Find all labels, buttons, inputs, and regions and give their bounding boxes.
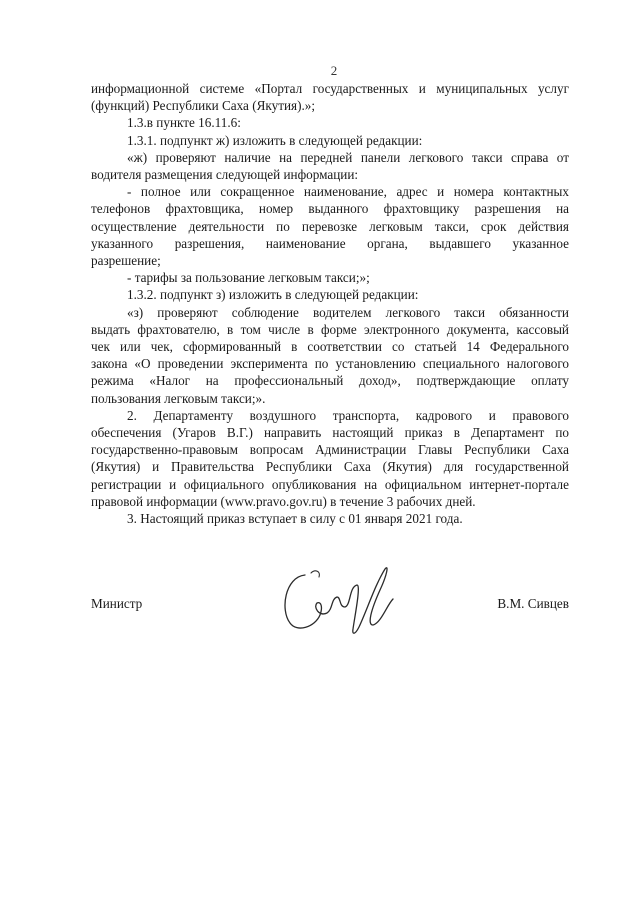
paragraph-line: 2. Департаменту воздушного транспорта, кадрового и правового bbox=[127, 407, 569, 423]
page-number: 2 bbox=[330, 63, 338, 78]
document-body bbox=[91, 80, 569, 527]
paragraph-line: регистрации и официального опубликования на официальном интернет-портале bbox=[91, 476, 569, 492]
paragraph-line: закона «О проведении эксперимента по установлению специального налогового bbox=[91, 356, 569, 372]
paragraph bbox=[91, 132, 569, 149]
paragraph-line: обеспечения (Угаров В.Г.) направить настоящий приказ в Департамент по bbox=[91, 425, 569, 441]
signatory-title: Министр bbox=[91, 596, 143, 611]
paragraph-line: осуществление деятельности по перевозке легковым такси, срок действия bbox=[91, 218, 569, 234]
paragraph bbox=[91, 286, 569, 303]
paragraph-line: «з) проверяют соблюдение водителем легкового такси обязанности bbox=[127, 304, 569, 320]
paragraph-line: водителя размещения следующей информации: bbox=[91, 167, 359, 183]
paragraph-line: 1.3.в пункте 16.11.6: bbox=[127, 115, 241, 131]
paragraph-line: информационной системе «Портал государственных и муниципальных услуг bbox=[91, 81, 569, 96]
paragraph bbox=[91, 304, 569, 407]
paragraph-line: (функций) Республики Саха (Якутия).»; bbox=[91, 98, 316, 114]
paragraph bbox=[91, 114, 569, 131]
paragraph bbox=[91, 149, 569, 183]
paragraph-line: 3. Настоящий приказ вступает в силу с 01 января 2021 года. bbox=[127, 511, 463, 527]
paragraph-line: телефонов фрахтовщика, номер выданного фрахтовщику разрешения на bbox=[91, 201, 569, 217]
paragraph bbox=[91, 407, 569, 510]
paragraph-line: - полное или сокращенное наименование, адрес и номера контактных bbox=[127, 184, 569, 200]
paragraph-line: (Якутия) и Правительства Республики Саха (Якутия) для государственной bbox=[91, 459, 569, 475]
signatory-name: В.М. Сивцев bbox=[497, 596, 569, 611]
signature-row bbox=[91, 596, 569, 616]
paragraph-line: разрешение; bbox=[91, 253, 161, 269]
paragraph-line: указанного разрешения, наименование органа, выдавшего указанное bbox=[91, 235, 569, 251]
paragraph-line: 1.3.2. подпункт з) изложить в следующей редакции: bbox=[127, 287, 419, 303]
paragraph-line: - тарифы за пользование легковым такси;»; bbox=[127, 270, 370, 286]
paragraph-line: выдать фрахтователю, в том числе в форме электронного документа, кассовый bbox=[91, 321, 569, 337]
paragraph-line: «ж) проверяют наличие на передней панели легкового такси справа от bbox=[127, 149, 569, 165]
paragraph bbox=[91, 269, 569, 286]
paragraph-line: 1.3.1. подпункт ж) изложить в следующей редакции: bbox=[127, 132, 423, 148]
paragraph bbox=[91, 510, 569, 527]
paragraph-line: чек или чек, сформированный в соответствии со статьей 14 Федерального bbox=[91, 339, 569, 355]
paragraph bbox=[91, 183, 569, 269]
paragraph-line: правовой информации (www.pravo.gov.ru) в течение 3 рабочих дней. bbox=[91, 493, 476, 509]
paragraph-line: режима «Налог на профессиональный доход», подтверждающие оплату bbox=[91, 373, 569, 389]
paragraph-line: пользования легковым такси;». bbox=[91, 390, 266, 406]
paragraph bbox=[91, 80, 569, 114]
paragraph-line: государственно-правовым вопросам Администрации Главы Республики Саха bbox=[91, 442, 569, 458]
